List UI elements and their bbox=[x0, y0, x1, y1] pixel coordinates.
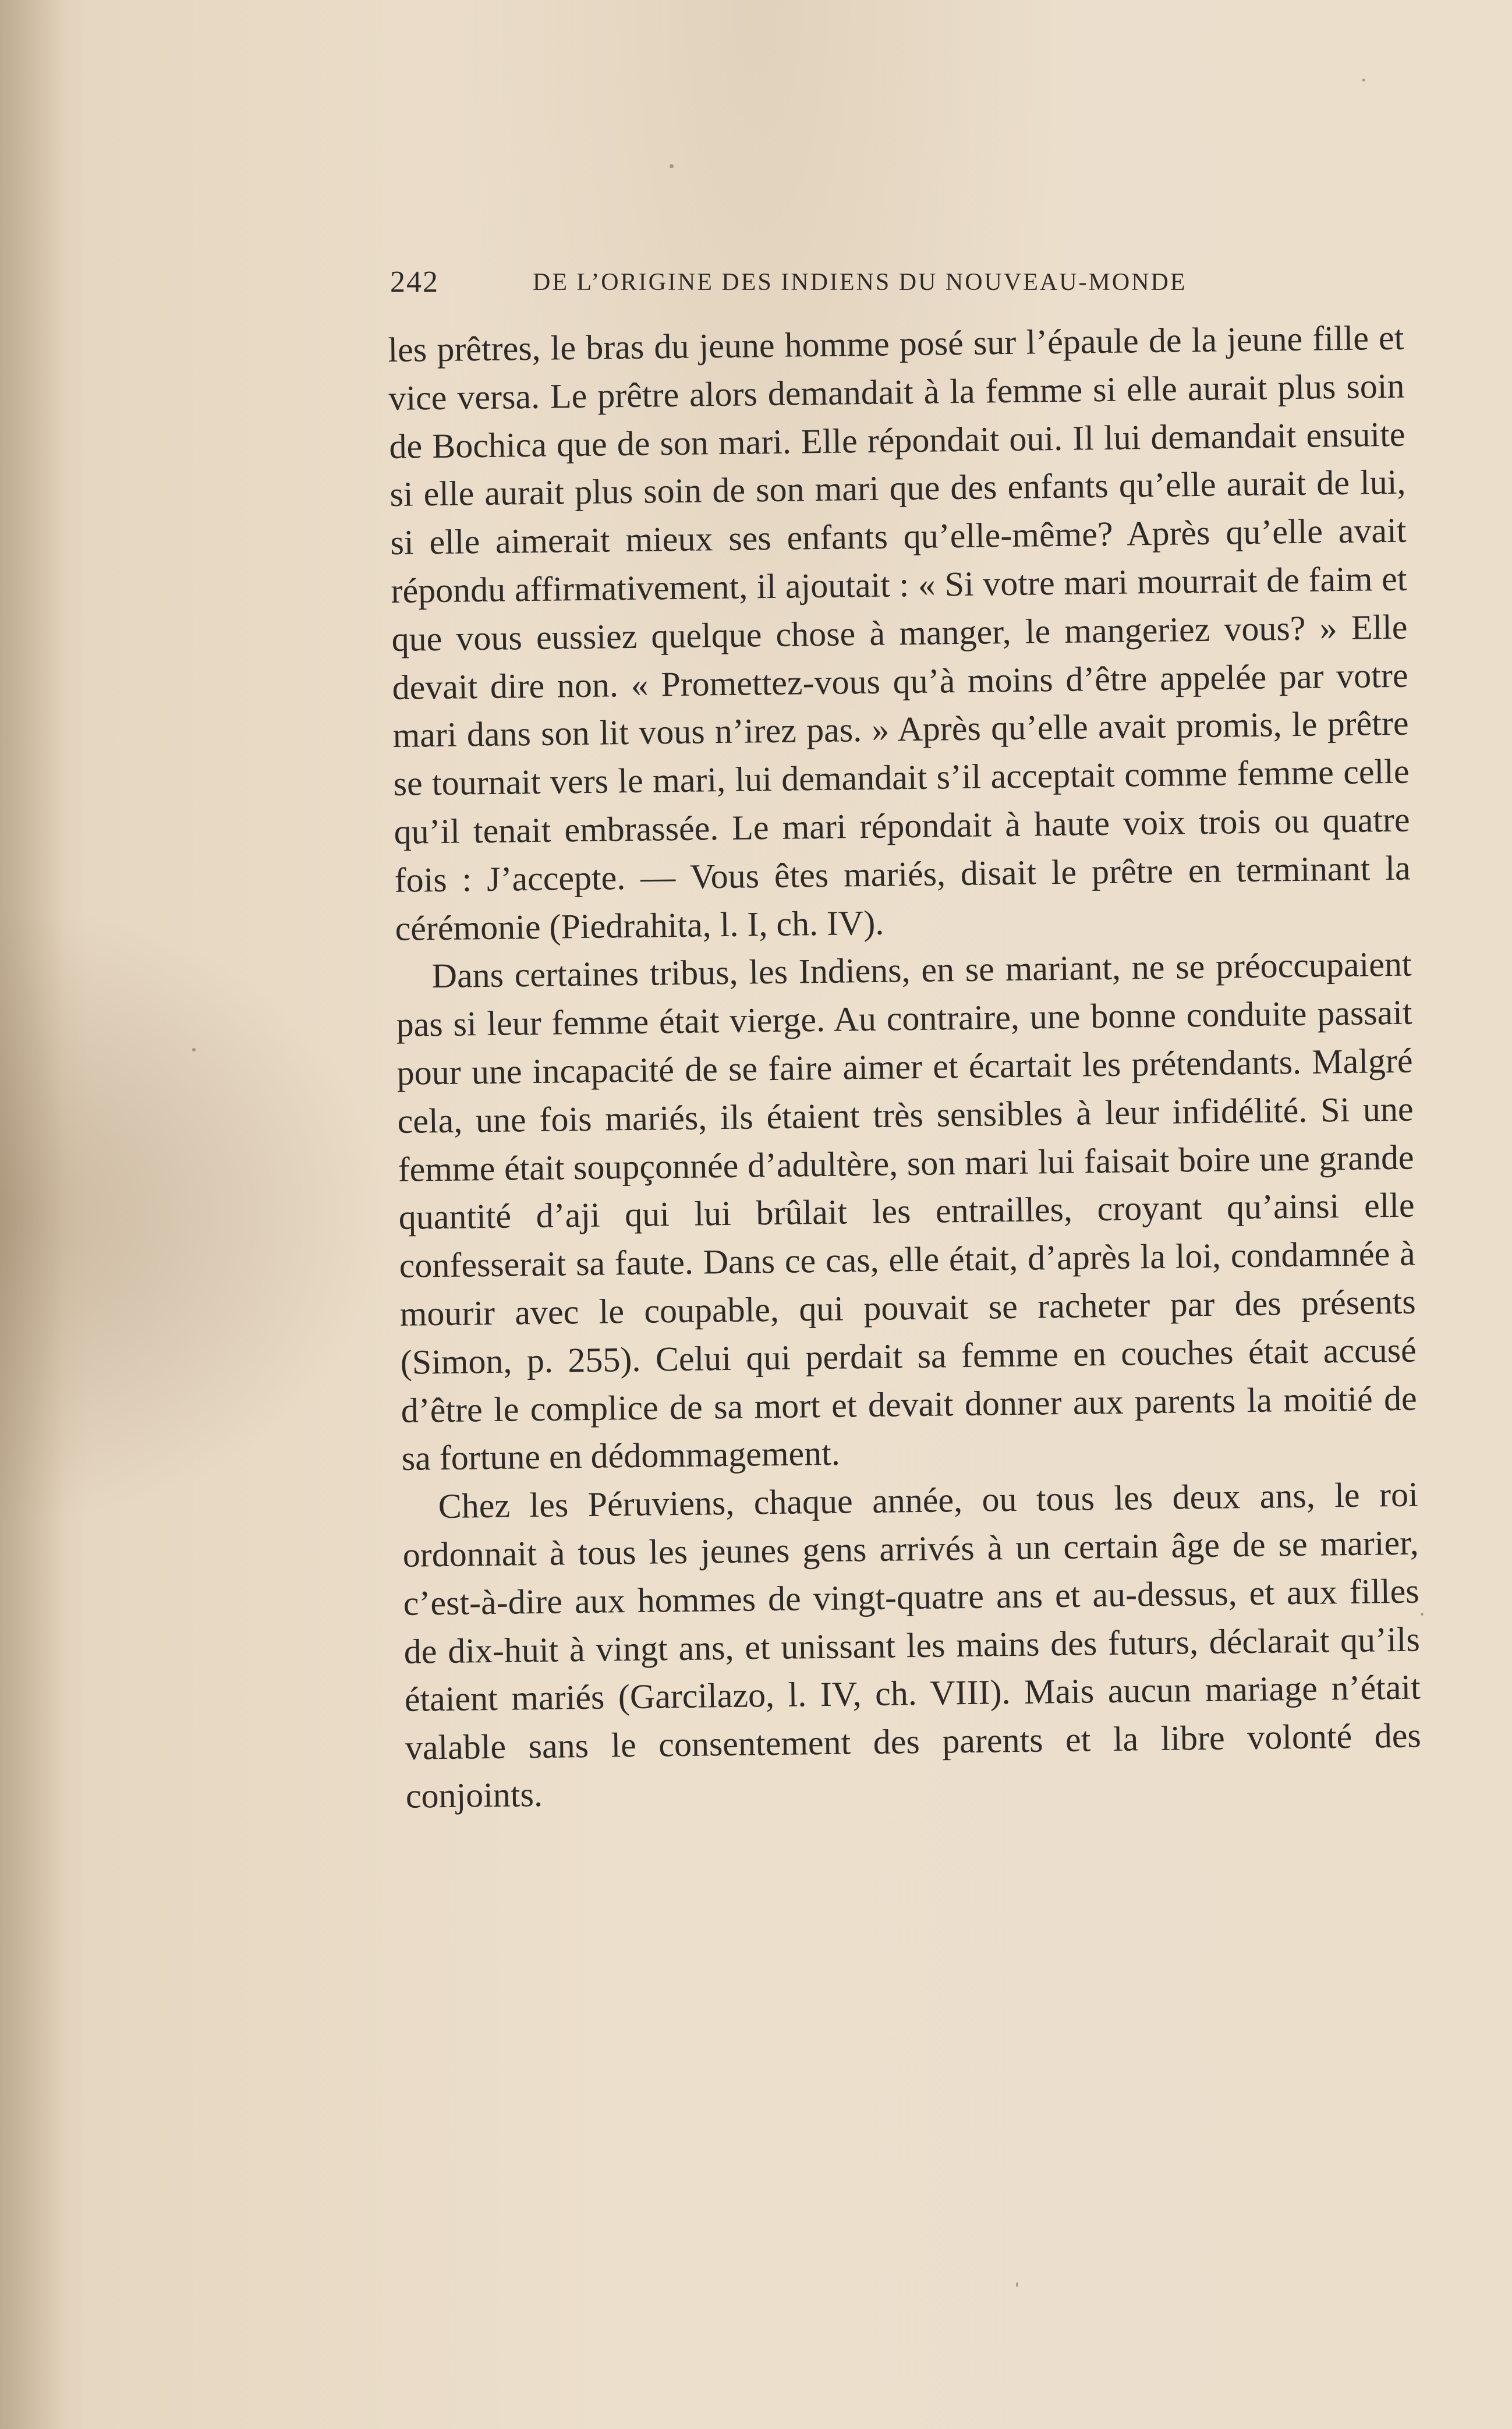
paper-speck bbox=[1362, 79, 1365, 82]
spine-shadow bbox=[0, 0, 64, 2429]
paper-speck bbox=[192, 1048, 196, 1051]
paper-speck bbox=[1016, 2282, 1018, 2287]
running-title: DE L’ORIGINE DES INDIENS DU NOUVEAU-MONDE bbox=[533, 269, 1187, 296]
paper-speck bbox=[1421, 1613, 1424, 1616]
paragraph-1: les prêtres, le bras du jeune homme posé sur l’épaule de la jeune fille et vice versa. Le prêtre alors demandait à la femme si elle aurait plus soin de Bochica que de son mari. Elle répondait oui. Il lui demandait ensuite si elle aurait plus soin de son mari que des enfants qu’elle aurait de lui, si elle aimerait mieux ses enfants qu’elle-même? Après qu’elle avait répondu affirmativement, il ajoutait : « Si votre mari mourrait de faim et que vous eussiez quelque chose à manger, le mangeriez vous? » Elle devait dire non. « Promettez-vous qu’à moins d’être appelée par votre mari dans son lit vous n’irez pas. » Après qu’elle avait promis, le prêtre se tournait vers le mari, lui demandait s’il acceptait comme femme celle qu’il tenait embrassée. Le mari répondait à haute voix trois ou quatre fois : J’accepte. — Vous êtes mariés, disait le prêtre en terminant la cérémonie (Piedrahita, l. I, ch. IV). bbox=[388, 318, 1411, 948]
body-text bbox=[388, 314, 1422, 1821]
paper-speck bbox=[670, 164, 674, 168]
paragraph-3: Chez les Péruviens, chaque année, ou tous les deux ans, le roi ordonnait à tous les jeunes gens arrivés à un certain âge de se marier, c’est-à-dire aux hommes de vingt-quatre ans et au-dessus, et aux filles de dix-huit à vingt ans, et unissant les mains des futurs, déclarait qu’ils étaient mariés (Garcilazo, l. IV, ch. VIII). Mais aucun mariage n’était valable sans le consentement des parents et la libre volonté des conjoints. bbox=[402, 1475, 1422, 1815]
page-number: 242 bbox=[390, 265, 439, 299]
running-head bbox=[390, 265, 1263, 300]
paragraph-2: Dans certaines tribus, les Indiens, en se mariant, ne se préoccupaient pas si leur femme était vierge. Au contraire, une bonne conduite passait pour une incapacité de se faire aimer et écartait les prétendants. Malgré cela, une fois mariés, ils étaient très sensibles à leur infidélité. Si une femme était soupçonnée d’adultère, son mari lui faisait boire une grande quantité d’aji qui lui brûlait les entrailles, croyant qu’ainsi elle confesserait sa faute. Dans ce cas, elle était, d’après la loi, condamnée à mourir avec le coupable, qui pouvait se racheter par des présents (Simon, p. 255). Celui qui perdait sa femme en couches était accusé d’être le complice de sa mort et devait donner aux parents la moitié de sa fortune en dédommagement. bbox=[396, 944, 1418, 1478]
